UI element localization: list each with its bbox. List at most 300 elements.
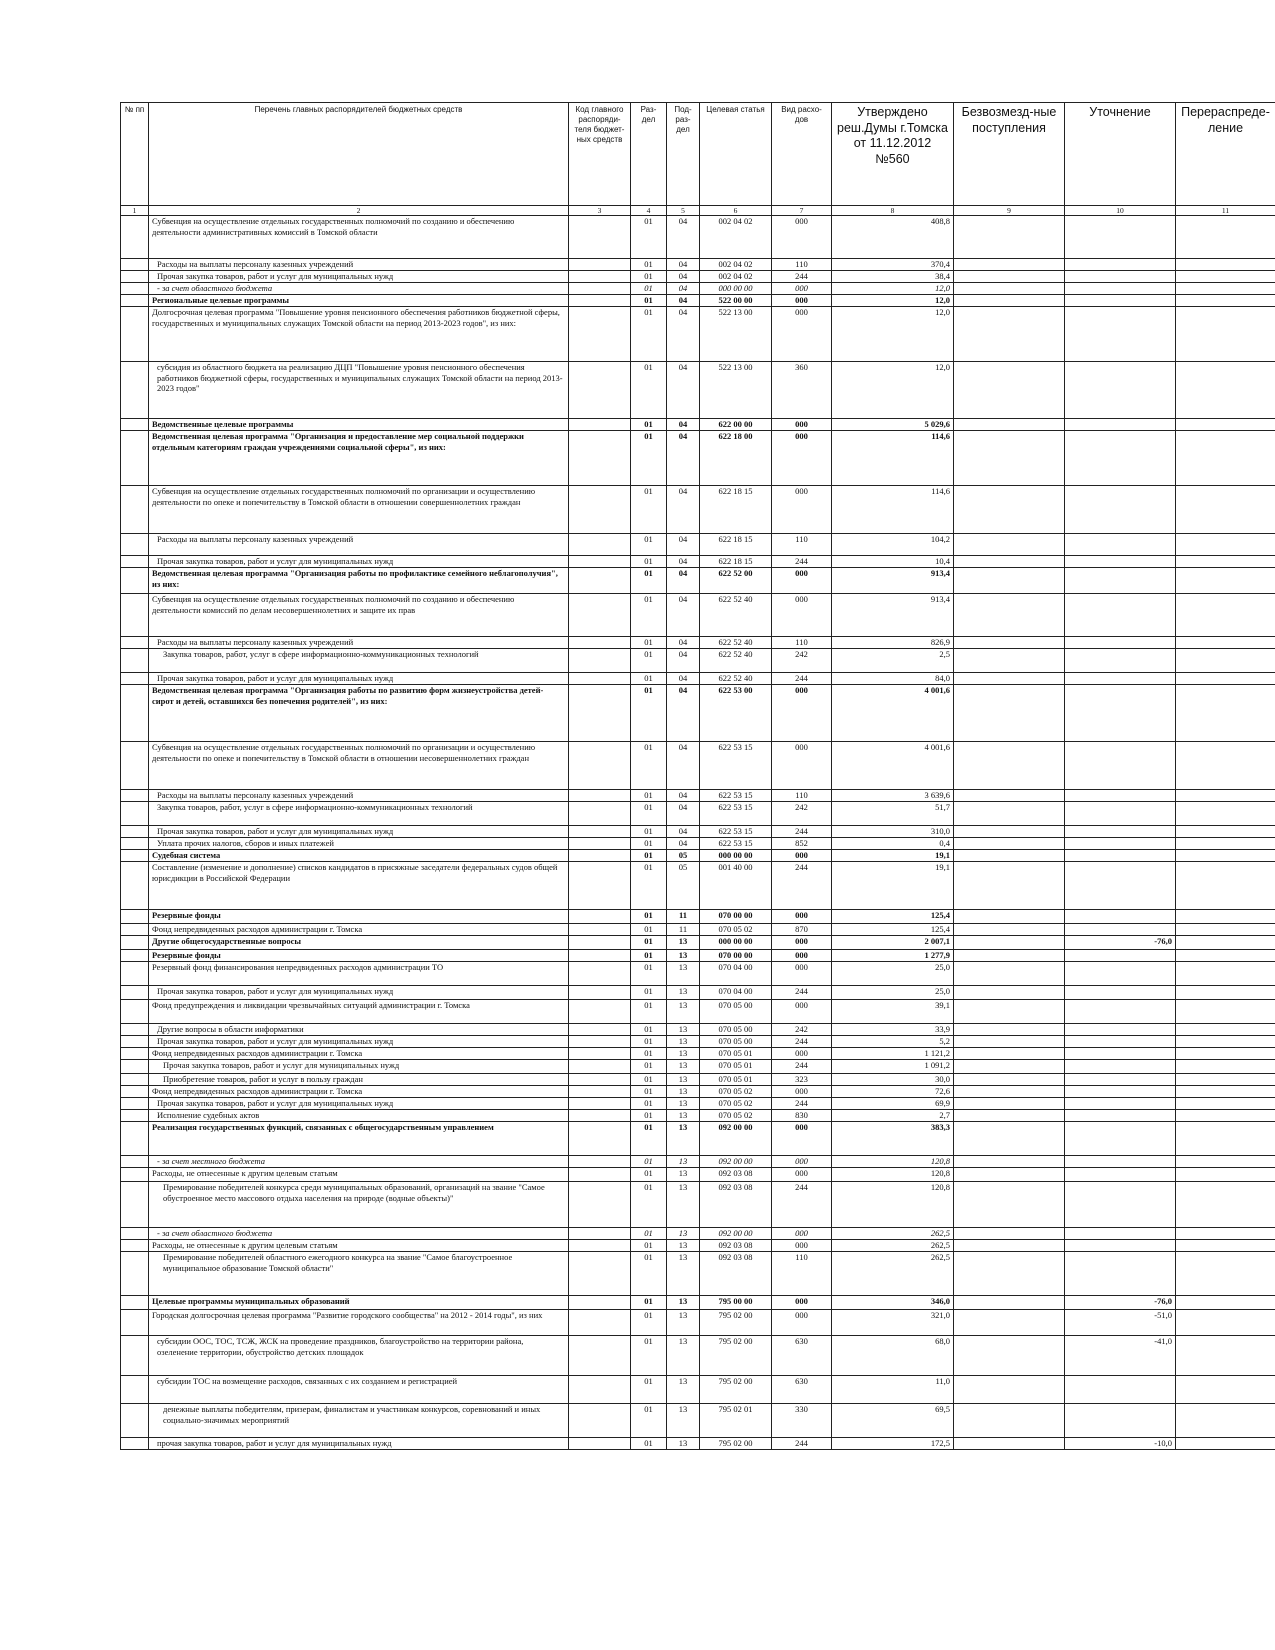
row-code: [569, 790, 631, 802]
row-target: 070 05 02: [700, 924, 772, 936]
row-razdel: 01: [631, 1228, 667, 1240]
row-free: [954, 362, 1065, 419]
row-free: [954, 1048, 1065, 1060]
row-podrazdel: 04: [667, 673, 700, 685]
row-code: [569, 924, 631, 936]
row-razdel: 01: [631, 271, 667, 283]
row-num: [121, 362, 149, 419]
colnum: 11: [1176, 206, 1275, 216]
row-target: 070 05 02: [700, 1110, 772, 1122]
row-free: [954, 216, 1065, 259]
row-redistr: [1176, 419, 1275, 431]
row-free: [954, 742, 1065, 790]
row-target: 070 05 02: [700, 1086, 772, 1098]
row-exp-type: 244: [772, 556, 832, 568]
row-num: [121, 1182, 149, 1228]
row-approved: 11,0: [832, 1376, 954, 1404]
row-code: [569, 283, 631, 295]
row-clarif: [1065, 1024, 1176, 1036]
row-num: [121, 850, 149, 862]
row-free: [954, 259, 1065, 271]
row-free: [954, 850, 1065, 862]
row-redistr: [1176, 1098, 1275, 1110]
row-name: Ведомственная целевая программа "Организация и предоставление мер социальной поддержки отдельным категориям граждан учреждениями социальной сферы", из них:: [149, 431, 569, 486]
row-name: субсидии ТОС на возмещение расходов, связанных с их созданием и регистрацией: [149, 1376, 569, 1404]
row-podrazdel: 13: [667, 986, 700, 1000]
table-row: [121, 1036, 1275, 1048]
row-redistr: [1176, 271, 1275, 283]
table-row: [121, 826, 1275, 838]
row-exp-type: 000: [772, 1156, 832, 1168]
row-approved: 913,4: [832, 594, 954, 637]
row-code: [569, 1438, 631, 1450]
row-name: Фонд непредвиденных расходов администрации г. Томска: [149, 1086, 569, 1098]
table-row: [121, 271, 1275, 283]
row-exp-type: 000: [772, 962, 832, 986]
table-row: [121, 986, 1275, 1000]
row-exp-type: 244: [772, 1182, 832, 1228]
row-target: 795 00 00: [700, 1296, 772, 1310]
row-target: 622 53 15: [700, 802, 772, 826]
row-exp-type: 870: [772, 924, 832, 936]
table-row: [121, 924, 1275, 936]
row-target: 092 03 08: [700, 1168, 772, 1182]
table-row: [121, 1156, 1275, 1168]
row-free: [954, 1376, 1065, 1404]
header-name: Перечень главных распорядителей бюджетных средств: [149, 103, 569, 206]
row-redistr: [1176, 216, 1275, 259]
row-num: [121, 568, 149, 594]
row-name: Ведомственная целевая программа "Организация работы по профилактике семейного неблагополучия", из них:: [149, 568, 569, 594]
row-name: Субвенция на осуществление отдельных государственных полномочий по организации и осуществлению деятельности по опеке и попечительству в Томской области в отношении несовершеннолетних граждан: [149, 742, 569, 790]
row-name: Прочая закупка товаров, работ и услуг для муниципальных нужд: [149, 673, 569, 685]
row-target: 622 52 40: [700, 637, 772, 649]
row-num: [121, 259, 149, 271]
row-redistr: [1176, 1000, 1275, 1024]
row-exp-type: 244: [772, 1060, 832, 1074]
row-name: Расходы на выплаты персоналу казенных учреждений: [149, 259, 569, 271]
row-podrazdel: 13: [667, 1296, 700, 1310]
row-exp-type: 242: [772, 1024, 832, 1036]
row-redistr: [1176, 556, 1275, 568]
row-redistr: [1176, 594, 1275, 637]
table-row: [121, 1000, 1275, 1024]
row-target: 070 05 02: [700, 1098, 772, 1110]
row-name: Расходы, не отнесенные к другим целевым статьям: [149, 1168, 569, 1182]
row-code: [569, 431, 631, 486]
row-razdel: 01: [631, 924, 667, 936]
row-redistr: [1176, 862, 1275, 910]
header-num: № пп: [121, 103, 149, 206]
budget-table: [120, 102, 1275, 1450]
row-razdel: 01: [631, 1024, 667, 1036]
row-podrazdel: 04: [667, 216, 700, 259]
row-num: [121, 216, 149, 259]
row-redistr: [1176, 1086, 1275, 1098]
row-approved: 114,6: [832, 431, 954, 486]
row-name: Субвенция на осуществление отдельных государственных полномочий по организации и осуществлению деятельности по опеке и попечительству в Томской области в отношении совершеннолетних граждан: [149, 486, 569, 534]
row-clarif: [1065, 307, 1176, 362]
row-clarif: [1065, 419, 1176, 431]
row-code: [569, 673, 631, 685]
row-code: [569, 936, 631, 950]
row-podrazdel: 13: [667, 1122, 700, 1156]
row-redistr: [1176, 486, 1275, 534]
row-num: [121, 1098, 149, 1110]
row-free: [954, 1024, 1065, 1036]
row-podrazdel: 13: [667, 1376, 700, 1404]
row-razdel: 01: [631, 910, 667, 924]
row-num: [121, 1404, 149, 1438]
row-num: [121, 1240, 149, 1252]
row-name: Прочая закупка товаров, работ и услуг для муниципальных нужд: [149, 1060, 569, 1074]
row-redistr: [1176, 685, 1275, 742]
row-razdel: 01: [631, 742, 667, 790]
row-target: 622 52 40: [700, 649, 772, 673]
row-clarif: [1065, 1168, 1176, 1182]
row-name: Другие общегосударственные вопросы: [149, 936, 569, 950]
row-redistr: [1176, 1122, 1275, 1156]
row-code: [569, 1098, 631, 1110]
row-code: [569, 259, 631, 271]
row-exp-type: 000: [772, 486, 832, 534]
row-name: Ведомственные целевые программы: [149, 419, 569, 431]
row-free: [954, 936, 1065, 950]
row-exp-type: 000: [772, 1122, 832, 1156]
row-exp-type: 360: [772, 362, 832, 419]
row-num: [121, 1060, 149, 1074]
row-approved: 38,4: [832, 271, 954, 283]
table-body: [121, 206, 1275, 1450]
row-num: [121, 295, 149, 307]
row-redistr: [1176, 1074, 1275, 1086]
row-razdel: 01: [631, 862, 667, 910]
row-clarif: [1065, 1376, 1176, 1404]
row-name: Составление (изменение и дополнение) списков кандидатов в присяжные заседатели федеральных судов общей юрисдикции в Российской Федерации: [149, 862, 569, 910]
row-approved: 172,5: [832, 1438, 954, 1450]
header-exp-type: Вид расхо-дов: [772, 103, 832, 206]
row-exp-type: 000: [772, 1296, 832, 1310]
row-num: [121, 649, 149, 673]
table-row: [121, 910, 1275, 924]
row-razdel: 01: [631, 826, 667, 838]
table-row: [121, 295, 1275, 307]
row-approved: 1 091,2: [832, 1060, 954, 1074]
row-num: [121, 1122, 149, 1156]
header-code: Код главного распоряди-теля бюджет-ных средств: [569, 103, 631, 206]
row-podrazdel: 13: [667, 1086, 700, 1098]
row-razdel: 01: [631, 850, 667, 862]
table-row: [121, 307, 1275, 362]
row-podrazdel: 04: [667, 486, 700, 534]
row-free: [954, 1036, 1065, 1048]
table-row: [121, 1376, 1275, 1404]
row-approved: 321,0: [832, 1310, 954, 1336]
row-razdel: 01: [631, 1296, 667, 1310]
row-redistr: [1176, 362, 1275, 419]
row-razdel: 01: [631, 283, 667, 295]
row-redistr: [1176, 950, 1275, 962]
row-num: [121, 1336, 149, 1376]
row-free: [954, 1336, 1065, 1376]
row-clarif: [1065, 649, 1176, 673]
row-clarif: [1065, 568, 1176, 594]
row-razdel: 01: [631, 1404, 667, 1438]
row-redistr: [1176, 1036, 1275, 1048]
row-free: [954, 790, 1065, 802]
table-row: [121, 950, 1275, 962]
table-row: [121, 556, 1275, 568]
row-exp-type: 244: [772, 862, 832, 910]
row-redistr: [1176, 259, 1275, 271]
row-exp-type: 244: [772, 271, 832, 283]
table-row: [121, 486, 1275, 534]
row-target: 070 05 01: [700, 1048, 772, 1060]
row-podrazdel: 04: [667, 419, 700, 431]
row-name: Прочая закупка товаров, работ и услуг для муниципальных нужд: [149, 556, 569, 568]
row-exp-type: 000: [772, 742, 832, 790]
row-razdel: 01: [631, 1182, 667, 1228]
row-code: [569, 649, 631, 673]
row-clarif: [1065, 1110, 1176, 1122]
row-razdel: 01: [631, 673, 667, 685]
table-row: [121, 1048, 1275, 1060]
row-name: Субвенция на осуществление отдельных государственных полномочий по созданию и обеспечению деятельности административных комиссий в Томской области: [149, 216, 569, 259]
row-podrazdel: 13: [667, 1000, 700, 1024]
row-exp-type: 242: [772, 649, 832, 673]
row-num: [121, 637, 149, 649]
row-target: 070 05 00: [700, 1024, 772, 1036]
row-approved: 4 001,6: [832, 742, 954, 790]
row-exp-type: 000: [772, 1228, 832, 1240]
row-target: 795 02 01: [700, 1404, 772, 1438]
row-exp-type: 110: [772, 790, 832, 802]
row-code: [569, 826, 631, 838]
row-razdel: 01: [631, 1060, 667, 1074]
row-clarif: [1065, 1228, 1176, 1240]
row-podrazdel: 13: [667, 1404, 700, 1438]
row-code: [569, 1228, 631, 1240]
row-free: [954, 1110, 1065, 1122]
row-num: [121, 790, 149, 802]
row-target: 622 18 15: [700, 486, 772, 534]
row-exp-type: 000: [772, 419, 832, 431]
row-podrazdel: 13: [667, 1048, 700, 1060]
row-redistr: [1176, 283, 1275, 295]
row-target: 092 00 00: [700, 1228, 772, 1240]
table-row: [121, 1086, 1275, 1098]
row-name: Прочая закупка товаров, работ и услуг для муниципальных нужд: [149, 1036, 569, 1048]
row-approved: 12,0: [832, 295, 954, 307]
row-exp-type: 000: [772, 1240, 832, 1252]
row-clarif: [1065, 1074, 1176, 1086]
row-exp-type: 000: [772, 283, 832, 295]
row-num: [121, 1376, 149, 1404]
row-approved: 2,7: [832, 1110, 954, 1122]
row-name: Фонд непредвиденных расходов администрации г. Томска: [149, 924, 569, 936]
row-redistr: [1176, 637, 1275, 649]
header-podrazdel: Под-раз-дел: [667, 103, 700, 206]
row-free: [954, 568, 1065, 594]
row-clarif: [1065, 802, 1176, 826]
row-clarif: -76,0: [1065, 1296, 1176, 1310]
row-redistr: [1176, 910, 1275, 924]
row-redistr: [1176, 1168, 1275, 1182]
row-target: 092 00 00: [700, 1122, 772, 1156]
row-num: [121, 1036, 149, 1048]
row-redistr: [1176, 649, 1275, 673]
row-redistr: [1176, 790, 1275, 802]
row-podrazdel: 13: [667, 1156, 700, 1168]
table-row: [121, 1404, 1275, 1438]
row-approved: 826,9: [832, 637, 954, 649]
row-code: [569, 486, 631, 534]
row-free: [954, 924, 1065, 936]
row-approved: 33,9: [832, 1024, 954, 1036]
row-clarif: [1065, 295, 1176, 307]
table-row: [121, 568, 1275, 594]
row-razdel: 01: [631, 1074, 667, 1086]
row-approved: 84,0: [832, 673, 954, 685]
row-razdel: 01: [631, 1098, 667, 1110]
row-num: [121, 1252, 149, 1296]
row-podrazdel: 05: [667, 862, 700, 910]
row-razdel: 01: [631, 1168, 667, 1182]
table-row: [121, 685, 1275, 742]
row-approved: 12,0: [832, 283, 954, 295]
row-code: [569, 1024, 631, 1036]
row-approved: 19,1: [832, 862, 954, 910]
row-free: [954, 1000, 1065, 1024]
row-exp-type: 000: [772, 936, 832, 950]
row-free: [954, 862, 1065, 910]
row-code: [569, 1240, 631, 1252]
row-clarif: [1065, 1048, 1176, 1060]
row-clarif: [1065, 790, 1176, 802]
row-exp-type: 000: [772, 850, 832, 862]
row-podrazdel: 13: [667, 1310, 700, 1336]
row-approved: 120,8: [832, 1156, 954, 1168]
row-clarif: [1065, 534, 1176, 556]
row-free: [954, 271, 1065, 283]
row-redistr: [1176, 986, 1275, 1000]
row-podrazdel: 13: [667, 1074, 700, 1086]
row-free: [954, 295, 1065, 307]
row-target: 070 00 00: [700, 950, 772, 962]
row-code: [569, 1404, 631, 1438]
row-num: [121, 685, 149, 742]
row-target: 070 05 00: [700, 1036, 772, 1048]
row-code: [569, 594, 631, 637]
colnum: 7: [772, 206, 832, 216]
row-redistr: [1176, 1048, 1275, 1060]
row-target: 522 00 00: [700, 295, 772, 307]
table-row: [121, 259, 1275, 271]
row-redistr: [1176, 1228, 1275, 1240]
table-row: [121, 216, 1275, 259]
table-row: [121, 1060, 1275, 1074]
row-exp-type: 000: [772, 685, 832, 742]
row-clarif: [1065, 910, 1176, 924]
row-podrazdel: 04: [667, 637, 700, 649]
row-redistr: [1176, 307, 1275, 362]
row-free: [954, 1228, 1065, 1240]
row-name: Расходы на выплаты персоналу казенных учреждений: [149, 637, 569, 649]
table-row: [121, 962, 1275, 986]
row-name: денежные выплаты победителям, призерам, финалистам и участникам конкурсов, соревнований и иных социально-значимых мероприятий: [149, 1404, 569, 1438]
row-razdel: 01: [631, 1438, 667, 1450]
row-free: [954, 673, 1065, 685]
row-razdel: 01: [631, 1336, 667, 1376]
row-clarif: [1065, 1122, 1176, 1156]
row-free: [954, 1240, 1065, 1252]
row-razdel: 01: [631, 1048, 667, 1060]
row-clarif: [1065, 259, 1176, 271]
row-exp-type: 000: [772, 594, 832, 637]
row-num: [121, 271, 149, 283]
table-row: [121, 637, 1275, 649]
row-num: [121, 419, 149, 431]
header-approved: Утверждено реш.Думы г.Томска от 11.12.2012 №560: [832, 103, 954, 206]
row-exp-type: 000: [772, 431, 832, 486]
row-name: Исполнение судебных актов: [149, 1110, 569, 1122]
row-num: [121, 1074, 149, 1086]
row-clarif: [1065, 838, 1176, 850]
table-row: [121, 1438, 1275, 1450]
row-approved: 30,0: [832, 1074, 954, 1086]
row-code: [569, 556, 631, 568]
row-name: субсидия из областного бюджета на реализацию ДЦП "Повышение уровня пенсионного обеспечения работников бюджетной сферы, государственных и муниципальных служащих Томской области на период 2013-2023 годов": [149, 362, 569, 419]
row-podrazdel: 04: [667, 295, 700, 307]
row-free: [954, 486, 1065, 534]
row-name: Субвенция на осуществление отдельных государственных полномочий по созданию и обеспечению деятельности комиссий по делам несовершеннолетних и защите их прав: [149, 594, 569, 637]
row-free: [954, 1168, 1065, 1182]
row-redistr: [1176, 742, 1275, 790]
row-target: 522 13 00: [700, 362, 772, 419]
row-approved: 51,7: [832, 802, 954, 826]
row-num: [121, 910, 149, 924]
row-target: 622 18 15: [700, 534, 772, 556]
table-row: [121, 1182, 1275, 1228]
row-podrazdel: 04: [667, 802, 700, 826]
row-name: Целевые программы муниципальных образований: [149, 1296, 569, 1310]
row-num: [121, 950, 149, 962]
row-code: [569, 1060, 631, 1074]
row-clarif: [1065, 594, 1176, 637]
row-name: Премирование победителей конкурса среди муниципальных образований, организаций на звание "Самое обустроенное место массового отдыха населения на природе (водные объекты)": [149, 1182, 569, 1228]
row-code: [569, 1086, 631, 1098]
row-free: [954, 1122, 1065, 1156]
row-podrazdel: 13: [667, 1182, 700, 1228]
row-razdel: 01: [631, 986, 667, 1000]
row-razdel: 01: [631, 486, 667, 534]
row-free: [954, 1182, 1065, 1228]
table-row: [121, 790, 1275, 802]
row-code: [569, 419, 631, 431]
row-redistr: [1176, 1296, 1275, 1310]
row-podrazdel: 04: [667, 649, 700, 673]
row-approved: 2 007,1: [832, 936, 954, 950]
row-redistr: [1176, 1240, 1275, 1252]
row-razdel: 01: [631, 216, 667, 259]
row-exp-type: 000: [772, 1000, 832, 1024]
row-podrazdel: 04: [667, 594, 700, 637]
row-target: 795 02 00: [700, 1310, 772, 1336]
row-code: [569, 1000, 631, 1024]
row-free: [954, 534, 1065, 556]
row-target: 795 02 00: [700, 1438, 772, 1450]
row-exp-type: 110: [772, 637, 832, 649]
